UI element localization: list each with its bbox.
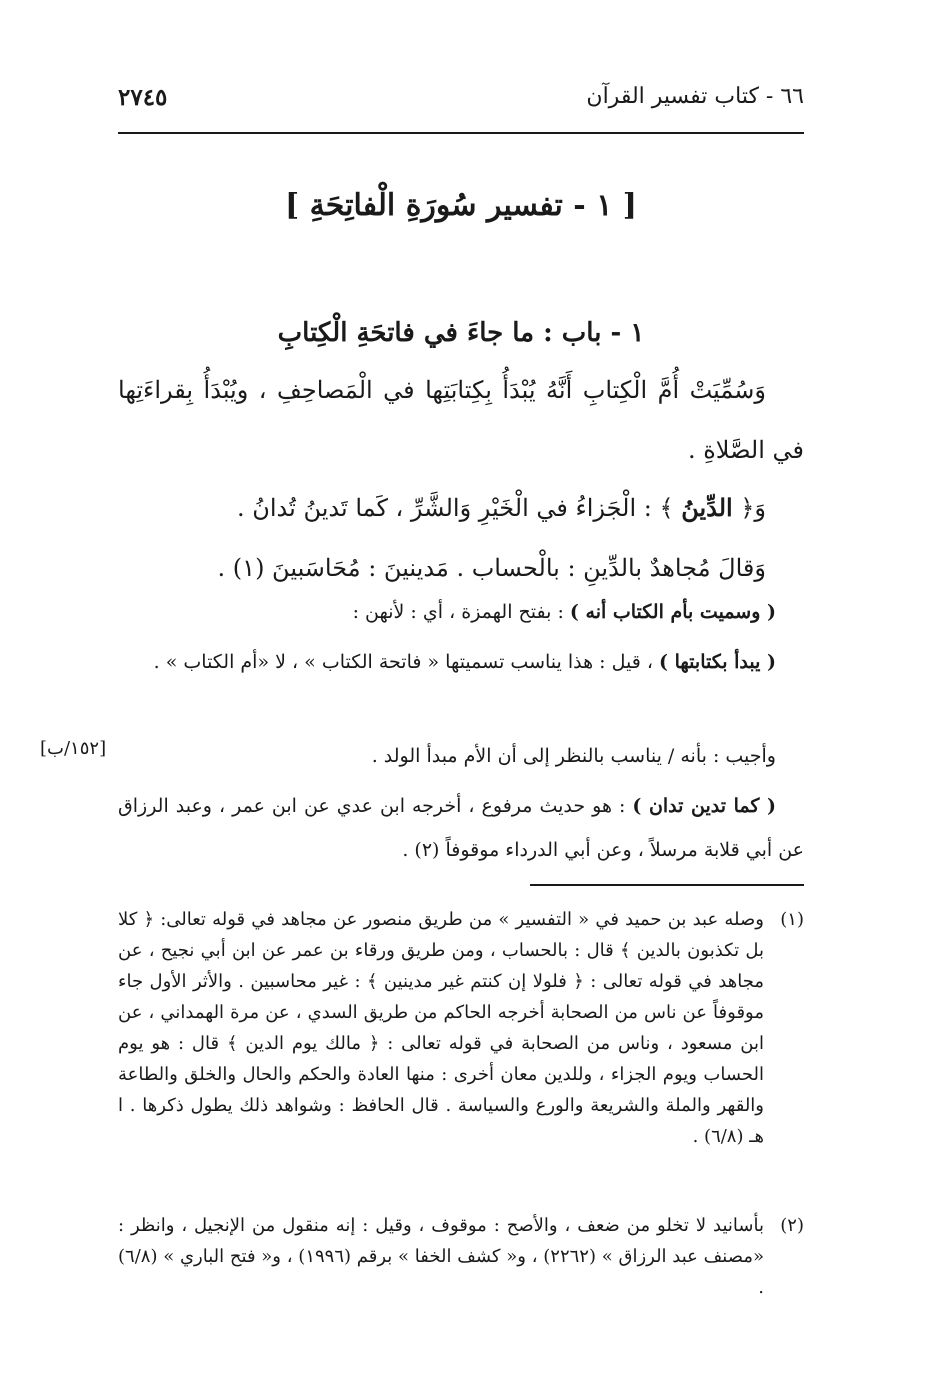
sharh-p4-lemma: ( كما تدين تدان ) — [632, 795, 776, 817]
header-rule — [118, 132, 804, 134]
chapter-title: [ ١ - تفسير سُورَةِ الْفاتِحَةِ ] — [285, 188, 637, 223]
footnote-text: وصله عبد بن حميد في « التفسير » من طريق منصور عن مجاهد في قوله تعالى: ﴿ كلا بل تكذبون بالدين ﴾ قال : بالحساب ، ومن طريق ورقاء بن عمر عن ابن أبي نجيح ، عن مجاهد في قوله تعالى : ﴿ فلولا إن كنتم غير مدينين ﴾ : غير محاسبين . والأثر الأول جاء موقوفاً عن ناس من الصحابة أخرجه الحاكم من طريق السدي ، عن مرة الهمداني ، عن ابن مسعود ، وناس من الصحابة في قوله تعالى : ﴿ مالك يوم الدين ﴾ قال : هو يوم الحساب ويوم الجزاء ، وللدين معان أخرى : منها العادة والحكم والحال والخلق والطاعة والقهر والملة والشريعة والورع والسياسة . قال الحافظ : وشواهد ذلك يطول ذكرها . ا هـ (٦/٨) . — [118, 909, 764, 1147]
bab-title: ١ - باب : ما جاءَ في فاتحَةِ الْكِتابِ — [277, 318, 645, 348]
footnote-rule — [530, 884, 804, 886]
footnote-number: (١) — [780, 909, 804, 930]
sharh-p1-lemma: ( وسميت بأم الكتاب أنه ) — [569, 601, 776, 623]
running-title: ٦٦ - كتاب تفسير القرآن — [586, 84, 804, 109]
sharh-p2-lemma: ( يبدأ بكتابتها ) — [659, 651, 776, 673]
footnote-2 — [118, 1210, 804, 1303]
sharh-p1-text: : بفتح الهمزة ، أي : لأنهن : — [352, 601, 570, 623]
sharh-paragraph-3: وأجيب : بأنه / يناسب بالنظر إلى أن الأم مبدأ الولد . — [371, 745, 776, 767]
sharh-p4-text: : هو حديث مرفوع ، أخرجه ابن عدي عن ابن عمر ، وعبد الرزاق عن أبي قلابة مرسلاً ، وعن أبي الدرداء موقوفاً (٢) . — [118, 795, 804, 861]
sharh-paragraph-4 — [118, 784, 804, 872]
footnote-number: (٢) — [780, 1215, 804, 1236]
matn-paragraph-1: وَسُمِّيَتْ أُمَّ الْكِتابِ أَنَّهُ يُبْدَأُ بِكِتابَتِها في الْمَصاحِفِ ، ويُبْدَأُ بِقراءَتِها في الصَّلاةِ . — [118, 376, 804, 464]
manuscript-folio-ref: [١٥٢/ب] — [40, 738, 107, 759]
sharh-paragraph-1 — [118, 590, 804, 634]
footnote-1 — [118, 904, 804, 1152]
sharh-paragraph-2 — [118, 640, 804, 684]
matn-p2-prefix: وَ﴿ — [732, 494, 766, 522]
matn-p2-keyword: الدِّينُ — [681, 493, 733, 522]
sharh-p2-text: ، قيل : هذا يناسب تسميتها « فاتحة الكتاب » ، لا «أم الكتاب » . — [153, 651, 660, 673]
footnote-text: بأسانيد لا تخلو من ضعف ، والأصح : موقوف ، وقيل : إنه منقول من الإنجيل ، وانظر : «مصنف عبد الرزاق » (٢٢٦٢) ، و« كشف الخفا » برقم (١٩٩٦) ، و« فتح الباري » (٦/٨) . — [118, 1215, 764, 1298]
running-header — [118, 84, 804, 124]
matn-paragraph-2 — [118, 478, 804, 538]
page-number: ٢٧٤٥ — [118, 84, 168, 111]
matn-p2-suffix: ﴾ : الْجَزاءُ في الْخَيْرِ وَالشَّرِّ ، كَما تَدينُ تُدانُ . — [237, 494, 682, 522]
matn-paragraph-3: وَقالَ مُجاهدٌ بالدِّينِ : بالْحساب . مَدينينَ : مُحَاسَبينَ (١) . — [217, 554, 766, 582]
